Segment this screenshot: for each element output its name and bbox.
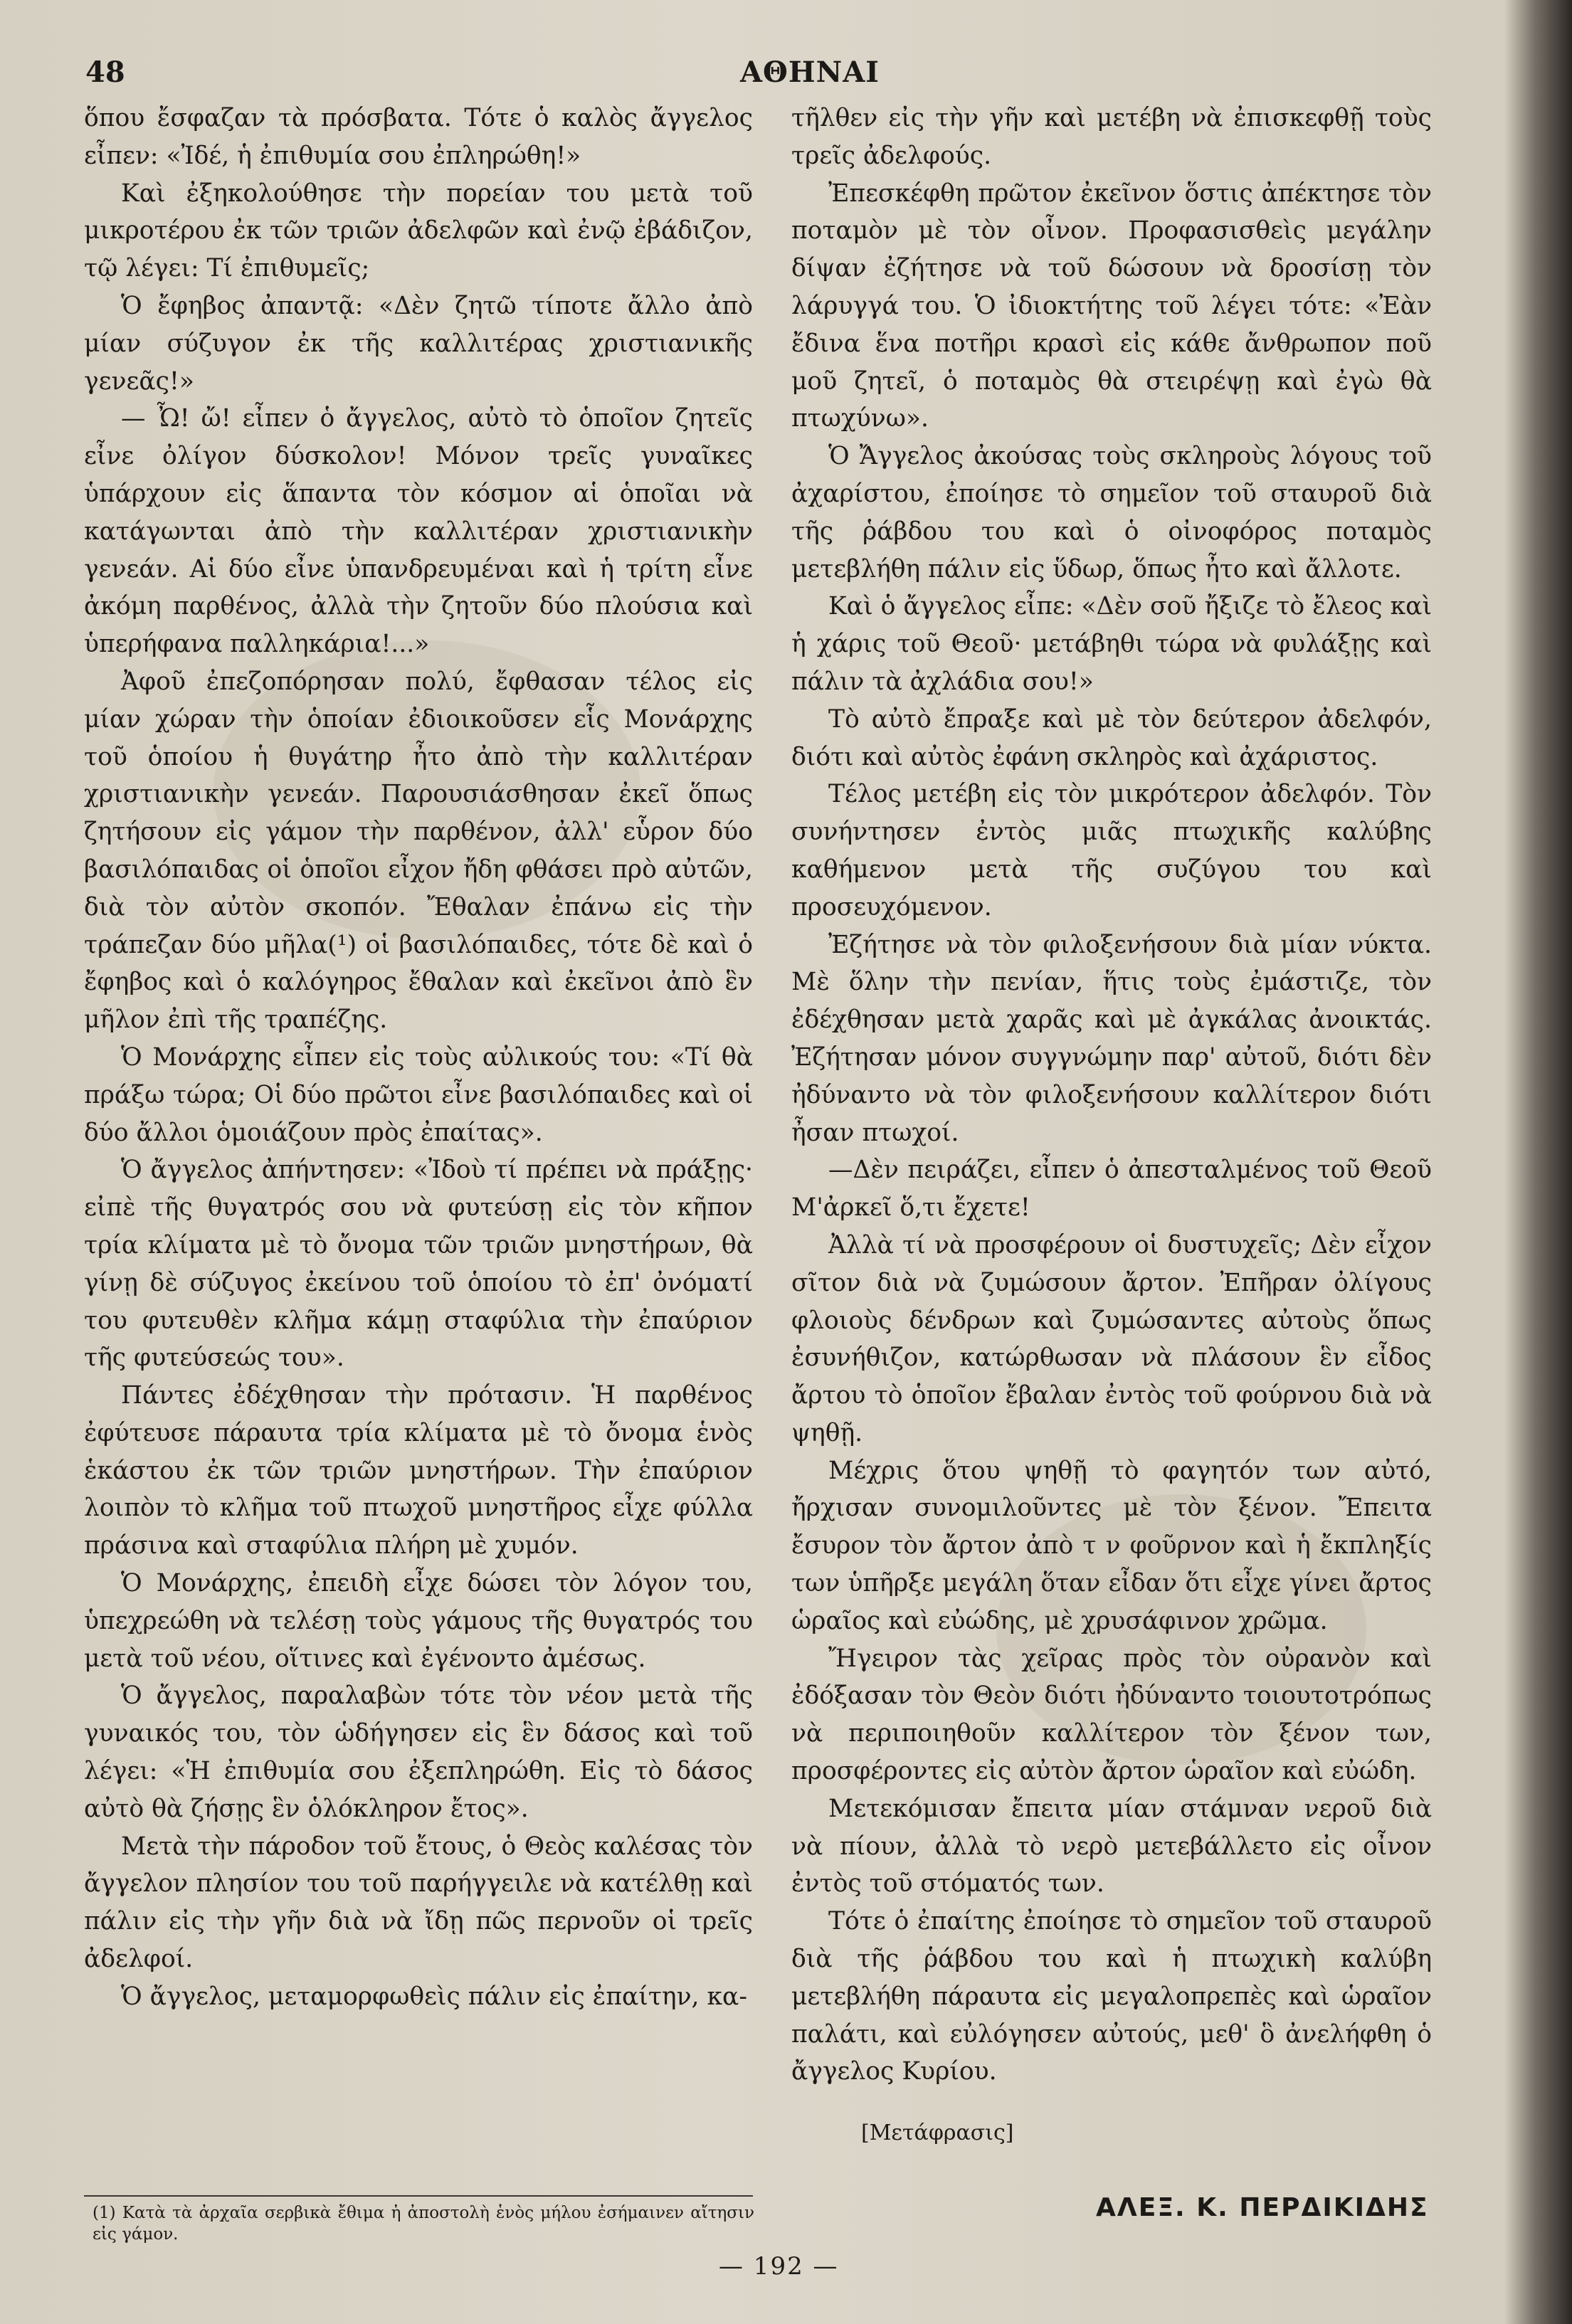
paragraph: Μετεκόμισαν ἔπειτα μίαν στάμναν νεροῦ διὰ νὰ πίουν, ἀλλὰ τὸ νερὸ μετεβάλλετο εἰς οἶνον ἐντὸς τοῦ στόματός των. [791, 1794, 1432, 1898]
paragraph: Τέλος μετέβη εἰς τὸν μικρότερον ἀδελφόν. Τὸν συνήντησεν ἐντὸς μιᾶς πτωχικῆς καλύβης καθήμενον μετὰ τῆς συζύγου του καὶ προσευχόμενον. [791, 780, 1432, 921]
source-note: [Μετάφρασις] [861, 2120, 1014, 2145]
paragraph: Ὁ ἄγγελος, μεταμορφωθεὶς πάλιν εἰς ἐπαίτην, κα- [121, 1982, 748, 2011]
page-number: 48 [85, 56, 125, 89]
page-header [85, 50, 1480, 100]
footnote: (1) Κατὰ τὰ ἀρχαῖα σερβικὰ ἔθιμα ἡ ἀποστολὴ ἑνὸς μήλου ἐσήμαινεν αἴτησιν εἰς γάμον. [93, 2204, 754, 2244]
footnote-divider [84, 2195, 753, 2197]
paragraph: Ἤγειρον τὰς χεῖρας πρὸς τὸν οὐρανὸν καὶ ἐδόξασαν τὸν Θεὸν διότι ἠδύναντο τοιουτοτρόπως νὰ περιποιηθοῦν καλλίτερον τὸν ξένον των, προσφέροντες εἰς αὐτὸν ἄρτον ὡραῖον καὶ εὐώδη. [791, 1644, 1432, 1786]
paragraph: Πάντες ἐδέχθησαν τὴν πρότασιν. Ἡ παρθένος ἐφύτευσε πάραυτα τρία κλίματα μὲ τὸ ὄνομα ἑνὸς ἑκάστου ἐκ τῶν τριῶν μνηστήρων. Τὴν ἐπαύριον λοιπὸν τὸ κλῆμα τοῦ πτωχοῦ μνηστῆρος εἶχε φύλλα πράσινα καὶ σταφύλια πλήρη μὲ χυμόν. [84, 1381, 753, 1560]
paragraph: τῆλθεν εἰς τὴν γῆν καὶ μετέβη νὰ ἐπισκεφθῇ τοὺς τρεῖς ἀδελφούς. [791, 104, 1432, 170]
page-number-footer: — 192 — [719, 2252, 839, 2281]
paragraph: Ὁ ἔφηβος ἀπαντᾷ: «Δὲν ζητῶ τίποτε ἄλλο ἀπὸ μίαν σύζυγον ἐκ τῆς καλλιτέρας χριστιανικῆς γενεᾶς!» [84, 291, 753, 396]
paragraph: Ἀφοῦ ἐπεζοπόρησαν πολύ, ἔφθασαν τέλος εἰς μίαν χώραν τὴν ὁποίαν ἐδιοικοῦσεν εἷς Μονάρχης τοῦ ὁποίου ἡ θυγάτηρ ἦτο ἀπὸ τὴν καλλιτέραν χριστιανικὴν γενεάν. Παρουσιάσθησαν ἐκεῖ ὅπως ζητήσουν εἰς γάμον τὴν παρθένον, ἀλλ' εὗρον δύο βασιλόπαιδας οἱ ὁποῖοι εἶχον ἤδη φθάσει πρὸ αὐτῶν, διὰ τὸν αὐτὸν σκοπόν. Ἔθαλαν ἐπάνω εἰς τὴν τράπεζαν δύο μῆλα(¹) οἱ βασιλόπαιδες, τότε δὲ καὶ ὁ ἔφηβος καὶ ὁ καλόγηρος ἔθαλαν καὶ ἐκεῖνοι ἀπὸ ἓν μῆλον ἐπὶ τῆς τραπέζης. [84, 667, 753, 1035]
left-text-column [84, 100, 753, 2016]
paragraph: Ἐπεσκέφθη πρῶτον ἐκεῖνον ὅστις ἀπέκτησε τὸν ποταμὸν μὲ τὸν οἶνον. Προφασισθεὶς μεγάλην δίψαν ἐζήτησε νὰ τοῦ δώσουν νὰ δροσίσῃ τὸν λάρυγγά του. Ὁ ἰδιοκτήτης τοῦ λέγει τότε: «Ἐὰν ἔδινα ἕνα ποτῆρι κρασὶ εἰς κάθε ἄνθρωπον ποῦ μοῦ ζητεῖ, ὁ ποταμὸς θὰ στειρέψῃ καὶ ἐγὼ θὰ πτωχύνω». [791, 179, 1432, 433]
paragraph: Ἐζήτησε νὰ τὸν φιλοξενήσουν διὰ μίαν νύκτα. Μὲ ὅλην τὴν πενίαν, ἥτις τοὺς ἐμάστιζε, τὸν ἐδέχθησαν μετὰ χαρᾶς καὶ μὲ ἀγκάλας ἀνοικτάς. Ἐζήτησαν μόνον συγγνώμην παρ' αὐτοῦ, διότι δὲν ἠδύναντο νὰ τὸν φιλοξενήσουν καλλίτερον διότι ἦσαν πτωχοί. [791, 930, 1432, 1147]
paragraph: Ὁ Μονάρχης εἶπεν εἰς τοὺς αὐλικούς του: «Τί θὰ πράξω τώρα; Οἱ δύο πρῶτοι εἶνε βασιλόπαιδες καὶ οἱ δύο ἄλλοι ὁμοιάζουν πρὸς ἐπαίτας». [84, 1042, 753, 1147]
paragraph: — Ὦ! ὤ! εἶπεν ὁ ἄγγελος, αὐτὸ τὸ ὁποῖον ζητεῖς εἶνε ὀλίγον δύσκολον! Μόνον τρεῖς γυναῖκες ὑπάρχουν εἰς ἅπαντα τὸν κόσμον αἱ ὁποῖαι νὰ κατάγωνται ἀπὸ τὴν καλλιτέραν χριστιανικὴν γενεάν. Αἱ δύο εἶνε ὑπανδρευμέναι καὶ ἡ τρίτη εἶνε ἀκόμη παρθένος, ἀλλὰ τὴν ζητοῦν δύο πλούσια καὶ ὑπερήφανα παλληκάρια!...» [84, 404, 753, 659]
paragraph: Ὁ Ἄγγελος ἀκούσας τοὺς σκληροὺς λόγους τοῦ ἀχαρίστου, ἐποίησε τὸ σημεῖον τοῦ σταυροῦ διὰ τῆς ῥάβδου του καὶ ὁ οἰνοφόρος ποταμὸς μετεβλήθη πάλιν εἰς ὕδωρ, ὅπως ἦτο καὶ ἄλλοτε. [791, 442, 1432, 583]
page-edge-shadow [1504, 0, 1572, 2324]
paragraph: Μετὰ τὴν πάροδον τοῦ ἔτους, ὁ Θεὸς καλέσας τὸν ἄγγελον πλησίον του τοῦ παρήγγειλε νὰ κατέλθῃ καὶ πάλιν εἰς τὴν γῆν διὰ νὰ ἴδῃ πῶς περνοῦν οἱ τρεῖς ἀδελφοί. [84, 1832, 753, 1974]
paragraph: Τὸ αὐτὸ ἔπραξε καὶ μὲ τὸν δεύτερον ἀδελφόν, διότι καὶ αὐτὸς ἐφάνη σκληρὸς καὶ ἀχάριστος. [791, 704, 1432, 771]
paragraph: ὅπου ἔσφαζαν τὰ πρόσβατα. Τότε ὁ καλὸς ἄγγελος εἶπεν: «Ἰδέ, ἡ ἐπιθυμία σου ἐπληρώθη!» [84, 104, 753, 170]
paragraph: Μέχρις ὅτου ψηθῇ τὸ φαγητόν των αὐτό, ἤρχισαν συνομιλοῦντες μὲ τὸν ξένον. Ἔπειτα ἔσυρον τὸν ἄρτον ἀπὸ τ ν φοῦρνον καὶ ἡ ἔκπληξίς των ὑπῆρξε μεγάλη ὅταν εἶδαν ὅτι εἶχε γίνει ἄρτος ὡραῖος καὶ εὐώδης, μὲ χρυσάφινον χρῶμα. [791, 1456, 1432, 1635]
right-text-column [791, 100, 1432, 2091]
paragraph: —Δὲν πειράζει, εἶπεν ὁ ἀπεσταλμένος τοῦ Θεοῦ Μ'ἀρκεῖ ὅ,τι ἔχετε! [791, 1156, 1432, 1222]
paragraph: Ἀλλὰ τί νὰ προσφέρουν οἱ δυστυχεῖς; Δὲν εἶχον σῖτον διὰ νὰ ζυμώσουν ἄρτον. Ἐπῆραν ὀλίγους φλοιοὺς δένδρων καὶ ζυμώσαντες αὐτοὺς ὅπως ἐσυνήθιζον, κατώρθωσαν νὰ πλάσουν ἓν εἶδος ἄρτου τὸ ὁποῖον ἔβαλαν ἐντὸς τοῦ φούρνου διὰ νὰ ψηθῇ. [791, 1230, 1432, 1447]
journal-title: ΑΘΗΝΑΙ [740, 56, 880, 89]
paragraph: Ὁ ἄγγελος ἀπήντησεν: «Ἰδοὺ τί πρέπει νὰ πράξῃς· εἰπὲ τῆς θυγατρός σου νὰ φυτεύσῃ εἰς τὸν κῆπον τρία κλίματα μὲ τὸ ὄνομα τῶν τριῶν μνηστήρων, θὰ γίνῃ δὲ σύζυγος ἐκείνου τοῦ ὁποίου τὸ ἐπ' ὀνόματί του φυτευθὲν κλῆμα κάμῃ σταφύλια τὴν ἐπαύριον τῆς φυτεύσεώς του». [84, 1156, 753, 1373]
paragraph: Καὶ ὁ ἄγγελος εἶπε: «Δὲν σοῦ ἤξιζε τὸ ἔλεος καὶ ἡ χάρις τοῦ Θεοῦ· μετάβηθι τώρα νὰ φυλάξῃς καὶ πάλιν τὰ ἀχλάδια σου!» [791, 592, 1432, 696]
paragraph: Ὁ ἄγγελος, παραλαβὼν τότε τὸν νέον μετὰ τῆς γυναικός του, τὸν ὡδήγησεν εἰς ἓν δάσος καὶ τοῦ λέγει: «Ἡ ἐπιθυμία σου ἐξεπληρώθη. Εἰς τὸ δάσος αὐτὸ θὰ ζήσῃς ἓν ὁλόκληρον ἔτος». [84, 1681, 753, 1823]
author-signature: ΑΛΕΞ. Κ. ΠΕΡΔΙΚΙΔΗΣ [1096, 2193, 1429, 2222]
paragraph: Ὁ Μονάρχης, ἐπειδὴ εἶχε δώσει τὸν λόγον του, ὑπεχρεώθη νὰ τελέσῃ τοὺς γάμους τῆς θυγατρός του μετὰ τοῦ νέου, οἵτινες καὶ ἐγένοντο ἀμέσως. [84, 1569, 753, 1673]
paragraph: Καὶ ἐξηκολούθησε τὴν πορείαν του μετὰ τοῦ μικροτέρου ἐκ τῶν τριῶν ἀδελφῶν καὶ ἐνῷ ἐβάδιζον, τῷ λέγει: Τί ἐπιθυμεῖς; [84, 179, 753, 283]
paragraph: Τότε ὁ ἐπαίτης ἐποίησε τὸ σημεῖον τοῦ σταυροῦ διὰ τῆς ῥάβδου του καὶ ἡ πτωχικὴ καλύβη μετεβλήθη πάραυτα εἰς μεγαλοπρεπὲς καὶ ὡραῖον παλάτι, καὶ εὐλόγησεν αὐτούς, μεθ' ὃ ἀνελήφθη ὁ ἄγγελος Κυρίου. [791, 1907, 1432, 2086]
